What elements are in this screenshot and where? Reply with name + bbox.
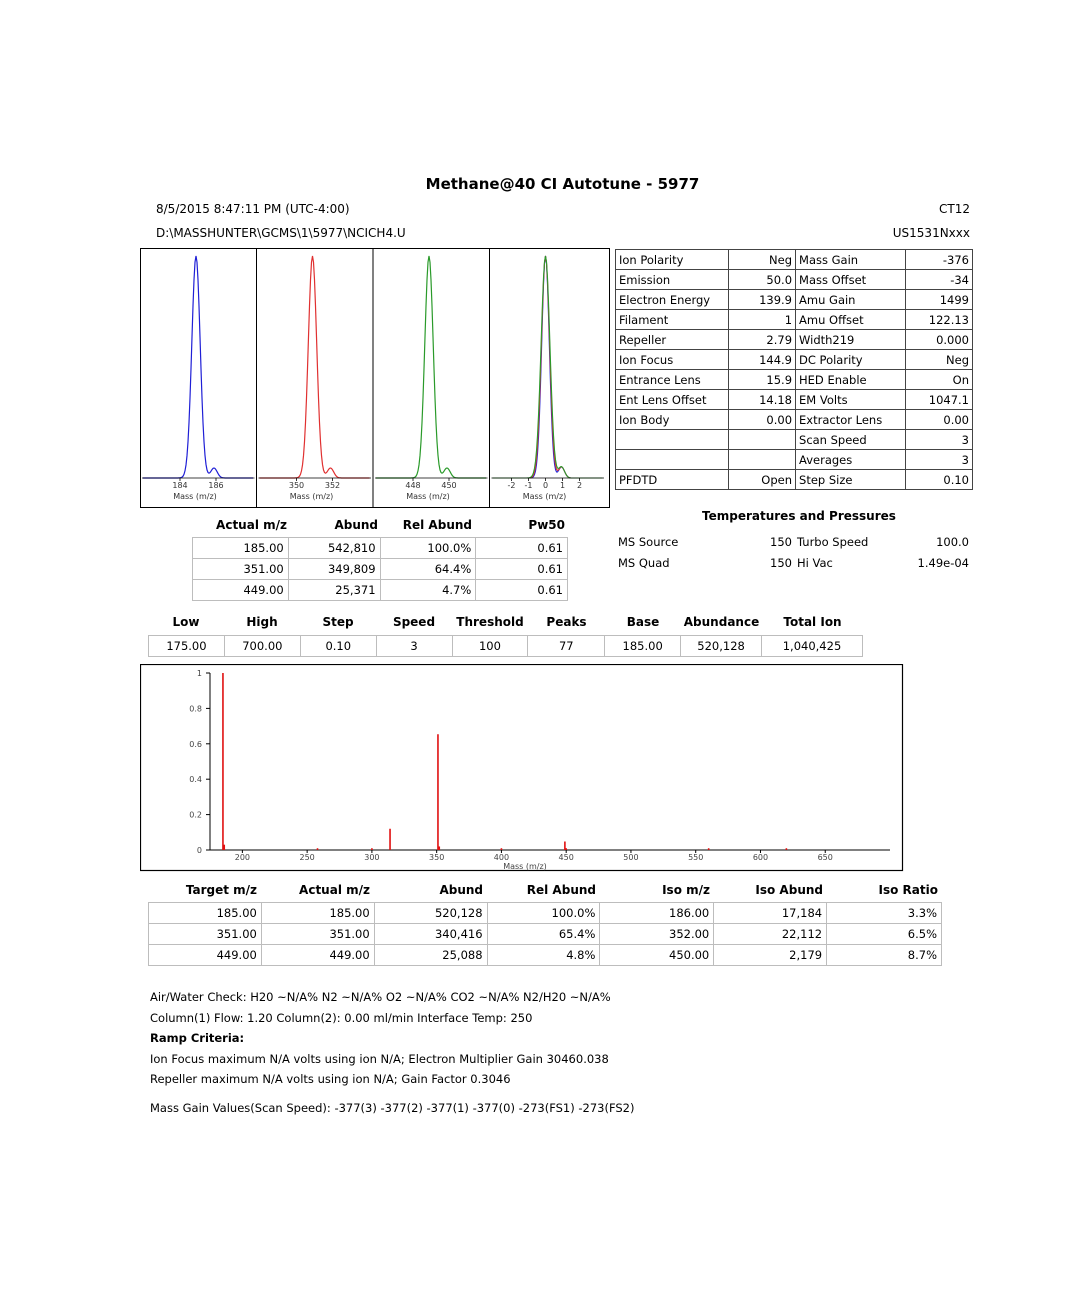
temp-cell: Hi Vac	[797, 556, 833, 570]
temp-cell: MS Source	[618, 535, 679, 549]
param-row	[616, 430, 973, 450]
param-name: Step Size	[796, 470, 906, 490]
scan-header: Peaks	[546, 615, 587, 629]
param-value: 1	[728, 310, 795, 330]
param-name: Mass Offset	[796, 270, 906, 290]
y-tick-label: 0	[196, 846, 202, 855]
scan-cell: 700.00	[224, 636, 300, 657]
param-name: Ent Lens Offset	[616, 390, 729, 410]
param-value	[728, 430, 795, 450]
param-name: PFDTD	[616, 470, 729, 490]
y-tick-label: 0.2	[189, 810, 202, 820]
mass-gain-values: Mass Gain Values(Scan Speed): -377(3) -377(2) -377(1) -377(0) -273(FS1) -273(FS2)	[150, 1100, 635, 1115]
peak-cell: 351.00	[193, 559, 289, 580]
peak-cell: 542,810	[288, 538, 380, 559]
col-rel-abund: Rel Abund	[402, 518, 472, 532]
peak-row	[193, 559, 568, 580]
chart-xlabel: Mass (m/z)	[503, 862, 547, 871]
param-value: Open	[728, 470, 795, 490]
peak-row	[193, 580, 568, 601]
param-row	[616, 370, 973, 390]
panel-tick-label: 448	[405, 481, 421, 490]
x-tick-label: 600	[752, 853, 769, 862]
scan-header: Threshold	[456, 615, 524, 629]
param-value: 1047.1	[905, 390, 972, 410]
mass-spectrum-chart	[140, 664, 904, 872]
param-name: Entrance Lens	[616, 370, 729, 390]
tune-parameters-table	[615, 249, 973, 490]
peak-trace	[260, 256, 370, 478]
repeller-maximum: Repeller maximum N/A volts using ion N/A; Gain Factor 0.3046	[150, 1072, 511, 1086]
data-file-path: D:\MASSHUNTER\GCMS\1\5977\NCICH4.U	[156, 226, 406, 240]
param-value: On	[905, 370, 972, 390]
peak-cell: 4.7%	[380, 580, 476, 601]
temp-cell: 1.49e-04	[917, 556, 969, 570]
scan-cell: 185.00	[605, 636, 681, 657]
isotope-cell: 450.00	[600, 945, 714, 966]
param-name: Ion Focus	[616, 350, 729, 370]
panel-tick-label: 186	[208, 481, 224, 490]
isotope-header: Abund	[439, 883, 483, 897]
isotope-table	[148, 902, 942, 966]
isotope-header: Rel Abund	[526, 883, 596, 897]
temp-cell: 150	[770, 535, 792, 549]
scan-header: Step	[322, 615, 354, 629]
x-tick-label: 350	[429, 853, 445, 862]
panel-tick-label: 2	[576, 481, 583, 490]
panel-xlabel: Mass (m/z)	[406, 492, 450, 501]
param-row	[616, 310, 973, 330]
param-name: Electron Energy	[616, 290, 729, 310]
temps-title: Temperatures and Pressures	[702, 509, 896, 523]
y-tick-label: 0.4	[189, 775, 202, 785]
isotope-cell: 17,184	[714, 903, 827, 924]
peak-cell: 185.00	[193, 538, 289, 559]
param-row	[616, 410, 973, 430]
panel-xlabel: Mass (m/z)	[522, 492, 567, 501]
panel-xlabel: Mass (m/z)	[173, 492, 217, 501]
isotope-cell: 2,179	[714, 945, 827, 966]
param-value: Neg	[728, 250, 795, 270]
param-name: Ion Body	[616, 410, 729, 430]
panel-tick-label: -2	[507, 481, 516, 490]
param-row	[616, 470, 973, 490]
scan-cell: 1,040,425	[762, 636, 863, 657]
param-value: -376	[905, 250, 972, 270]
peak-cell: 0.61	[476, 559, 568, 580]
x-tick-label: 250	[299, 853, 315, 862]
x-tick-label: 550	[688, 853, 704, 862]
isotope-cell: 351.00	[149, 924, 262, 945]
peak-trace-overlay	[493, 256, 603, 478]
scan-header: Low	[172, 615, 200, 629]
param-name: Extractor Lens	[796, 410, 906, 430]
x-tick-label: 450	[558, 853, 574, 862]
param-name: EM Volts	[796, 390, 906, 410]
param-value: 50.0	[728, 270, 795, 290]
peak-panels-frame	[141, 249, 610, 508]
temp-cell: 150	[770, 556, 792, 570]
param-value: 1499	[905, 290, 972, 310]
ion-focus-maximum: Ion Focus maximum N/A volts using ion N/A; Electron Multiplier Gain 30460.038	[150, 1051, 609, 1066]
col-pw50: Pw50	[528, 518, 565, 532]
param-name: Width219	[796, 330, 906, 350]
param-value: 3	[905, 450, 972, 470]
isotope-row	[149, 924, 942, 945]
isotope-cell: 449.00	[149, 945, 262, 966]
isotope-cell: 185.00	[149, 903, 262, 924]
panel-xlabel: Mass (m/z)	[289, 492, 334, 501]
peak-cell: 25,371	[288, 580, 380, 601]
param-name: Ion Polarity	[616, 250, 729, 270]
air-water-check: Air/Water Check: H20 ~N/A% N2 ~N/A% O2 ~N/A% CO2 ~N/A% N2/H20 ~N/A%	[150, 990, 611, 1004]
x-tick-label: 650	[817, 853, 833, 862]
isotope-cell: 8.7%	[827, 945, 942, 966]
param-value: 14.18	[728, 390, 795, 410]
scan-cell: 175.00	[149, 636, 225, 657]
column-flow: Column(1) Flow: 1.20 Column(2): 0.00 ml/min Interface Temp: 250	[150, 1010, 533, 1025]
x-tick-label: 200	[234, 853, 251, 862]
y-tick-label: 0.6	[189, 739, 202, 749]
scan-cell: 100	[452, 636, 528, 657]
panel-tick-label: 350	[288, 481, 305, 490]
serial-number: US1531Nxxx	[892, 226, 970, 240]
isotope-cell: 352.00	[600, 924, 714, 945]
panel-tick-label: 0	[542, 481, 549, 490]
param-row	[616, 330, 973, 350]
isotope-header: Iso Abund	[755, 883, 823, 897]
peak-trace	[143, 256, 253, 478]
isotope-header: Iso m/z	[662, 883, 710, 897]
tune-peaks-table	[192, 537, 568, 601]
param-name: DC Polarity	[796, 350, 906, 370]
isotope-cell: 185.00	[261, 903, 374, 924]
panel-tick-label: 352	[324, 481, 341, 490]
param-value: 15.9	[728, 370, 795, 390]
param-value: 144.9	[728, 350, 795, 370]
peak-cell: 100.0%	[380, 538, 476, 559]
param-name: Scan Speed	[796, 430, 906, 450]
temp-cell: Turbo Speed	[797, 535, 869, 549]
param-value: 139.9	[728, 290, 795, 310]
scan-header: Abundance	[683, 615, 760, 629]
param-name: Averages	[796, 450, 906, 470]
instrument-name: CT12	[939, 202, 970, 216]
param-name: Mass Gain	[796, 250, 906, 270]
panel-tick-label: 450	[441, 481, 457, 490]
peak-profile-panels	[140, 248, 610, 508]
isotope-cell: 100.0%	[487, 903, 600, 924]
isotope-row	[149, 945, 942, 966]
param-value: 3	[905, 430, 972, 450]
param-name: Filament	[616, 310, 729, 330]
panel-tick-label: 184	[172, 481, 188, 490]
param-value: -34	[905, 270, 972, 290]
peak-cell: 0.61	[476, 580, 568, 601]
scan-cell: 77	[528, 636, 605, 657]
col-actual-mz: Actual m/z	[216, 518, 287, 532]
param-name: Amu Offset	[796, 310, 906, 330]
param-value	[728, 450, 795, 470]
scan-parameters-table	[148, 635, 863, 657]
scan-header: Speed	[392, 615, 436, 629]
param-row	[616, 290, 973, 310]
param-name: Amu Gain	[796, 290, 906, 310]
param-row	[616, 390, 973, 410]
param-value: 0.000	[905, 330, 972, 350]
peak-cell: 64.4%	[380, 559, 476, 580]
peak-trace	[376, 256, 486, 478]
isotope-cell: 65.4%	[487, 924, 600, 945]
x-tick-label: 400	[493, 853, 510, 862]
isotope-header: Iso Ratio	[878, 883, 938, 897]
param-row	[616, 450, 973, 470]
scan-header: Base	[626, 615, 660, 629]
x-tick-label: 500	[623, 853, 639, 862]
param-value: 122.13	[905, 310, 972, 330]
col-abund: Abund	[334, 518, 378, 532]
ramp-criteria-title: Ramp Criteria:	[150, 1031, 245, 1045]
isotope-row	[149, 903, 942, 924]
param-name	[616, 430, 729, 450]
peak-cell: 349,809	[288, 559, 380, 580]
param-row	[616, 350, 973, 370]
isotope-header: Actual m/z	[299, 883, 370, 897]
param-row	[616, 250, 973, 270]
temp-cell: 100.0	[936, 535, 969, 549]
peak-cell: 0.61	[476, 538, 568, 559]
y-tick-label: 1	[196, 669, 202, 678]
x-tick-label: 300	[364, 853, 380, 862]
peak-cell: 449.00	[193, 580, 289, 601]
peak-row	[193, 538, 568, 559]
isotope-cell: 449.00	[261, 945, 374, 966]
param-value: 2.79	[728, 330, 795, 350]
scan-cell: 0.10	[300, 636, 376, 657]
param-name: HED Enable	[796, 370, 906, 390]
isotope-cell: 351.00	[261, 924, 374, 945]
isotope-cell: 25,088	[374, 945, 487, 966]
param-value: 0.00	[728, 410, 795, 430]
param-value: Neg	[905, 350, 972, 370]
report-datetime: 8/5/2015 8:47:11 PM (UTC-4:00)	[156, 202, 350, 216]
scan-cell: 520,128	[681, 636, 762, 657]
scan-cell: 3	[376, 636, 452, 657]
scan-row	[149, 636, 863, 657]
panel-tick-label: -1	[524, 481, 533, 490]
isotope-header: Target m/z	[185, 883, 257, 897]
isotope-cell: 3.3%	[827, 903, 942, 924]
param-name: Emission	[616, 270, 729, 290]
isotope-cell: 520,128	[374, 903, 487, 924]
param-name: Repeller	[616, 330, 729, 350]
isotope-cell: 22,112	[714, 924, 827, 945]
param-value: 0.10	[905, 470, 972, 490]
chart-frame	[141, 665, 903, 871]
report-title: Methane@40 CI Autotune - 5977	[425, 175, 700, 193]
isotope-cell: 340,416	[374, 924, 487, 945]
param-name	[616, 450, 729, 470]
param-row	[616, 270, 973, 290]
param-value: 0.00	[905, 410, 972, 430]
isotope-cell: 4.8%	[487, 945, 600, 966]
y-tick-label: 0.8	[189, 704, 202, 714]
isotope-cell: 186.00	[600, 903, 714, 924]
temp-cell: MS Quad	[618, 556, 670, 570]
scan-header: High	[246, 615, 278, 629]
footer-notes	[150, 990, 634, 1121]
panel-tick-label: 1	[559, 481, 566, 490]
isotope-cell: 6.5%	[827, 924, 942, 945]
scan-header: Total Ion	[783, 615, 842, 629]
